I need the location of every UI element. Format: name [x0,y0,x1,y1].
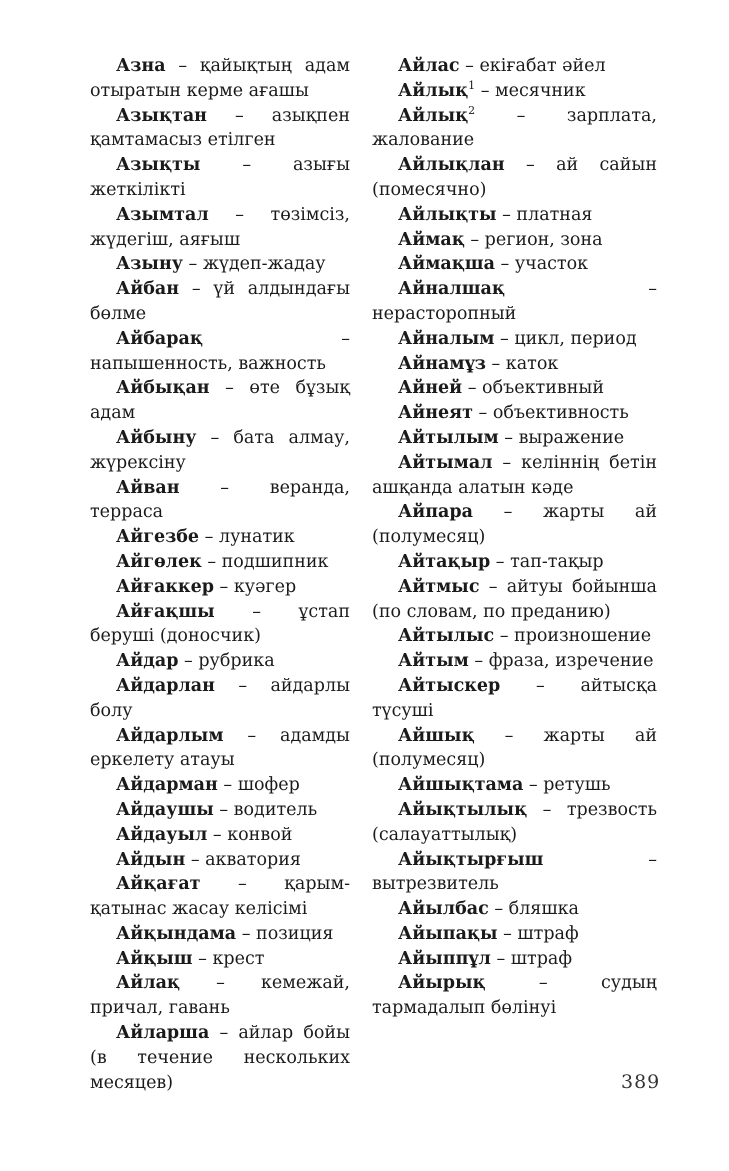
entry-term-text: Айгөлек [116,551,202,572]
dictionary-entry [372,352,657,377]
entry-definition: – айтуы бойынша (по словам, по преданию) [372,576,657,622]
entry-term [398,850,544,870]
entry-homonym-number: 1 [468,78,476,92]
dictionary-entry [372,277,657,327]
entry-term [116,155,200,175]
dictionary-entry [372,947,657,972]
entry-term [398,626,494,646]
entry-homonym-number: 2 [468,103,476,117]
left-column [90,54,350,1095]
entry-term [398,973,486,993]
entry-term [116,527,199,547]
entry-term-text: Айдар [116,651,179,672]
entry-term [116,800,214,820]
dictionary-entry [90,848,350,873]
entry-term [398,726,475,746]
entry-term-text: Айтылыс [398,626,495,647]
entry-term-text: Айтылым [398,427,499,448]
dictionary-entry [90,922,350,947]
entry-definition: – жарты ай (полумесяц) [372,502,657,548]
entry-term [116,651,178,671]
entry-term-text: Аймақша [398,254,495,275]
entry-term [398,56,460,76]
entry-term [116,775,218,795]
entry-definition: – ретушь [523,775,611,796]
entry-term-text: Айдарман [116,775,218,796]
entry-term-text: Айналшақ [398,279,505,300]
entry-definition: – подшипник [201,551,329,572]
entry-definition: – вытрезвитель [372,849,657,895]
entry-term [116,205,209,225]
entry-definition: – жүдеп-жадау [182,254,326,275]
entry-term [398,78,476,101]
entry-term-text: Айбарақ [116,328,203,349]
dictionary-entry [90,724,350,774]
entry-term [398,403,473,423]
entry-term-text: Айтмыс [398,576,480,597]
entry-term [116,1023,209,1043]
entry-term [116,874,201,894]
dictionary-entry [372,724,657,774]
entry-term-text: Айтыскер [398,675,501,696]
entry-term [398,502,473,522]
entry-term-text: Айдын [116,849,186,870]
dictionary-entry [90,773,350,798]
entry-term-text: Айыппұл [398,948,491,969]
entry-term-text: Азықтан [116,105,207,126]
entry-definition: – объективность [472,403,629,424]
entry-term [398,378,462,398]
dictionary-entry [372,104,657,154]
entry-term [116,254,183,274]
entry-term [116,478,180,498]
entry-term-text: Айқыш [116,948,193,969]
dictionary-entry [90,426,350,476]
dictionary-entry [372,897,657,922]
entry-term [116,602,215,622]
dictionary-entry [90,550,350,575]
entry-term [398,155,505,175]
dictionary-entry [372,773,657,798]
entry-term-text: Айналым [398,328,495,349]
entry-term [116,850,185,870]
dictionary-entry [90,54,350,104]
entry-term [398,899,489,919]
entry-term-text: Айлақ [116,973,180,994]
entry-definition: – конвой [207,824,293,845]
entry-term-text: Айлық [398,80,469,101]
dictionary-entry [372,971,657,1021]
dictionary-entry [90,476,350,526]
entry-definition: – фраза, изречение [468,651,654,672]
dictionary-entry [90,252,350,277]
entry-term-text: Айларша [116,1023,210,1044]
entry-definition: – қайықтың адам отыратын керме ағашы [90,56,350,101]
entry-term-text: Айлас [398,56,460,76]
entry-term-text: Аймақ [398,229,465,250]
entry-term-text: Айдарлан [116,675,215,696]
entry-definition: – айлар бойы (в течение нескольких месяцев) [90,1023,350,1093]
entry-definition: – адамды еркелету атауы [90,725,350,771]
entry-term-text: Азымтал [116,204,209,225]
entry-definition: – произношение [494,626,652,647]
entry-term-text: Айлықлан [398,155,505,176]
entry-definition: – жарты ай (полумесяц) [372,725,657,771]
entry-term [116,726,224,746]
entry-term [116,577,214,597]
entry-definition: – келіннің бетін ашқанда алатын кәде [372,452,657,498]
dictionary-entry [90,376,350,426]
dictionary-entry [372,798,657,848]
entry-term [398,651,469,671]
entry-term-text: Айылбас [398,899,489,920]
entry-term-text: Айдауыл [116,824,208,845]
entry-definition: – бата алмау, жүрексіну [90,427,350,473]
entry-term [116,552,202,572]
entry-term-text: Айван [116,477,180,498]
entry-term-text: Азықты [116,155,201,176]
dictionary-entry [90,525,350,550]
dictionary-entry [372,624,657,649]
right-column [372,54,657,1021]
entry-term [116,329,203,349]
entry-term-text: Айғақшы [116,601,215,622]
entry-definition: – платная [496,204,593,225]
entry-term-text: Айней [398,378,463,399]
dictionary-entry [372,228,657,253]
entry-term-text: Айлық [398,105,469,126]
dictionary-entry [90,649,350,674]
entry-term-text: Айыпақы [398,923,498,944]
entry-term [398,775,523,795]
dictionary-entry [372,252,657,277]
dictionary-entry [372,426,657,451]
entry-term [398,924,498,944]
entry-definition: – судың тармадалып бөлінуі [372,973,657,1019]
dictionary-entry [372,550,657,575]
entry-definition: – цикл, период [494,328,637,349]
dictionary-entry [90,823,350,848]
entry-definition: – нерасторопный [372,279,657,324]
entry-definition: – ұстап беруші (доносчик) [90,601,350,647]
dictionary-entry [372,376,657,401]
entry-definition: – каток [485,353,559,374]
entry-term [398,577,479,597]
entry-term [116,279,179,299]
entry-term-text: Айықтырғыш [398,849,544,870]
entry-term [116,924,236,944]
entry-definition: – шофер [217,775,300,796]
entry-term [398,230,465,250]
dictionary-entry [372,649,657,674]
entry-term-text: Айықтылық [398,799,528,820]
entry-definition: – азықпен қамтамасыз етілген [90,105,350,151]
entry-term-text: Айшықтама [398,775,524,796]
entry-definition: – выражение [498,427,625,448]
entry-definition: – крест [192,948,265,969]
entry-term-text: Айтақыр [398,551,491,572]
dictionary-entry [90,872,350,922]
dictionary-entry [90,947,350,972]
entry-definition: – штраф [497,923,579,944]
entry-definition: – кемежай, причал, гавань [90,973,350,1019]
entry-term [398,205,497,225]
entry-definition: – тап-тақыр [490,551,604,572]
entry-term [116,56,166,76]
dictionary-entry [90,600,350,650]
entry-definition: – қарым-қатынас жасау келісімі [90,874,350,920]
entry-definition: – екіғабат әйел [459,56,606,76]
entry-term [398,354,486,374]
entry-term-text: Айнеят [398,403,473,424]
dictionary-entry [90,971,350,1021]
entry-term [116,428,196,448]
entry-term [116,949,193,969]
dictionary-entry [372,451,657,501]
entry-definition: – водитель [213,799,318,820]
dictionary-entry [372,922,657,947]
entry-term [398,279,505,299]
dictionary-entry [372,401,657,426]
dictionary-entry [90,203,350,253]
entry-term [398,103,476,126]
entry-term-text: Айғаккер [116,576,214,597]
entry-term [398,552,490,572]
entry-definition: – азығы жеткілікті [90,155,350,200]
entry-term [398,428,499,448]
entry-definition: – ай сайын (помесячно) [372,155,657,200]
entry-definition: – төзімсіз, жүдегіш, аяғыш [90,204,350,250]
entry-definition: – веранда, терраса [90,477,350,523]
entry-definition: – айтысқа түсуші [372,675,657,721]
entry-term-text: Азна [116,56,166,76]
dictionary-entry [372,54,657,79]
entry-definition: – участок [494,254,589,275]
entry-term-text: Айлықты [398,204,497,225]
dictionary-entry [90,1021,350,1095]
entry-definition: – лунатик [199,527,295,548]
entry-term-text: Айдаушы [116,799,214,820]
dictionary-entry [90,277,350,327]
dictionary-entry [90,104,350,154]
entry-definition: – позиция [236,923,334,944]
dictionary-entry [90,153,350,203]
entry-term-text: Айпара [398,502,473,523]
entry-term [398,676,500,696]
entry-definition: – штраф [490,948,573,969]
dictionary-entry [372,848,657,898]
entry-term-text: Айырық [398,973,486,994]
entry-definition: – куәгер [213,576,297,597]
dictionary-entry [90,327,350,377]
entry-term [398,329,494,349]
entry-term-text: Айқындама [116,923,237,944]
entry-definition: – рубрика [178,651,275,672]
entry-term [398,254,495,274]
entry-term [116,106,207,126]
entry-term [116,676,215,696]
dictionary-entry [372,500,657,550]
entry-definition: – бляшка [488,899,579,920]
entry-term-text: Айшық [398,725,475,746]
dictionary-entry [372,674,657,724]
entry-definition: – объективный [462,378,604,399]
entry-term-text: Айбықан [116,378,210,399]
dictionary-entry [372,203,657,228]
entry-definition: – зарплата, жалование [372,105,657,151]
dictionary-entry [372,153,657,203]
entry-definition: – трезвость (салауаттылық) [372,799,657,845]
entry-definition: – өте бұзық адам [90,378,350,424]
entry-definition: – месячник [475,80,586,101]
entry-definition: – акватория [185,849,301,870]
page-number: 389 [621,1071,661,1093]
entry-definition: – үй алдындағы бөлме [90,279,350,324]
dictionary-entry [90,575,350,600]
dictionary-entry [372,327,657,352]
entry-definition: – регион, зона [464,229,603,250]
entry-term-text: Айқағат [116,874,201,895]
dictionary-entry [372,575,657,625]
entry-term-text: Айдарлым [116,725,224,746]
entry-term [116,973,180,993]
entry-term [398,949,491,969]
dictionary-entry [90,674,350,724]
dictionary-entry [372,79,657,104]
entry-term [398,800,527,820]
entry-definition: – напышенность, важность [90,328,350,374]
entry-term-text: Азыну [116,254,183,275]
entry-term [398,453,493,473]
entry-term-text: Айнамұз [398,353,486,374]
entry-term-text: Айгезбе [116,527,200,548]
entry-term-text: Айтым [398,651,469,672]
entry-term-text: Айбыну [116,427,197,448]
entry-term-text: Айбан [116,279,180,300]
dictionary-entry [90,798,350,823]
entry-term-text: Айтымал [398,452,493,473]
entry-term [116,378,210,398]
entry-term [116,825,207,845]
entry-definition: – айдарлы болу [90,675,350,721]
